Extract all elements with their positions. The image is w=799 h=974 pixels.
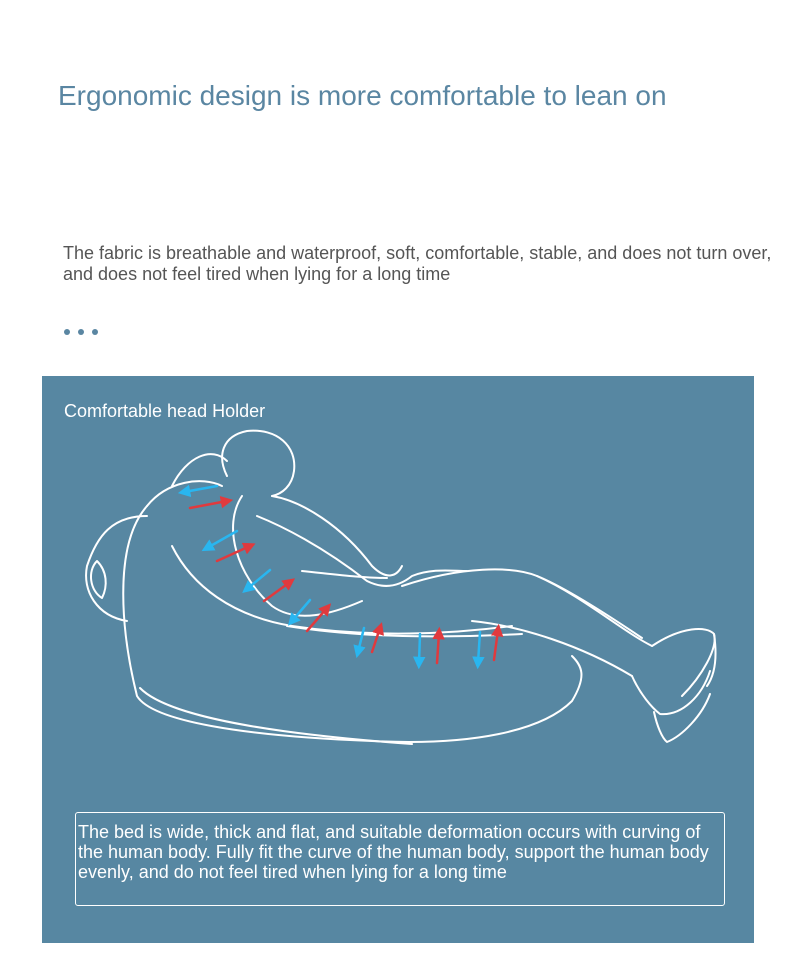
human-arm xyxy=(257,516,467,586)
human-feet xyxy=(652,629,715,696)
dots-icon xyxy=(64,329,98,335)
side-handle xyxy=(86,516,147,621)
panel-title: Comfortable head Holder xyxy=(64,401,266,421)
caption-box xyxy=(75,812,725,906)
human-head xyxy=(222,431,294,496)
human-torso xyxy=(272,496,402,575)
caption-text: The bed is wide, thick and flat, and suitable deformation occurs with curving of the human body. Fully fit the curve of the human body, support the human body evenly, and do not feel tired when lying for a long time xyxy=(78,822,709,882)
description-text: The fabric is breathable and waterproof, soft, comfortable, stable, and does not turn over, and does not feel tired when lying for a long time xyxy=(63,243,772,284)
headline: Ergonomic design is more comfortable to lean on xyxy=(58,80,667,111)
beanbag-outline xyxy=(123,506,581,742)
feature-panel xyxy=(42,376,754,943)
